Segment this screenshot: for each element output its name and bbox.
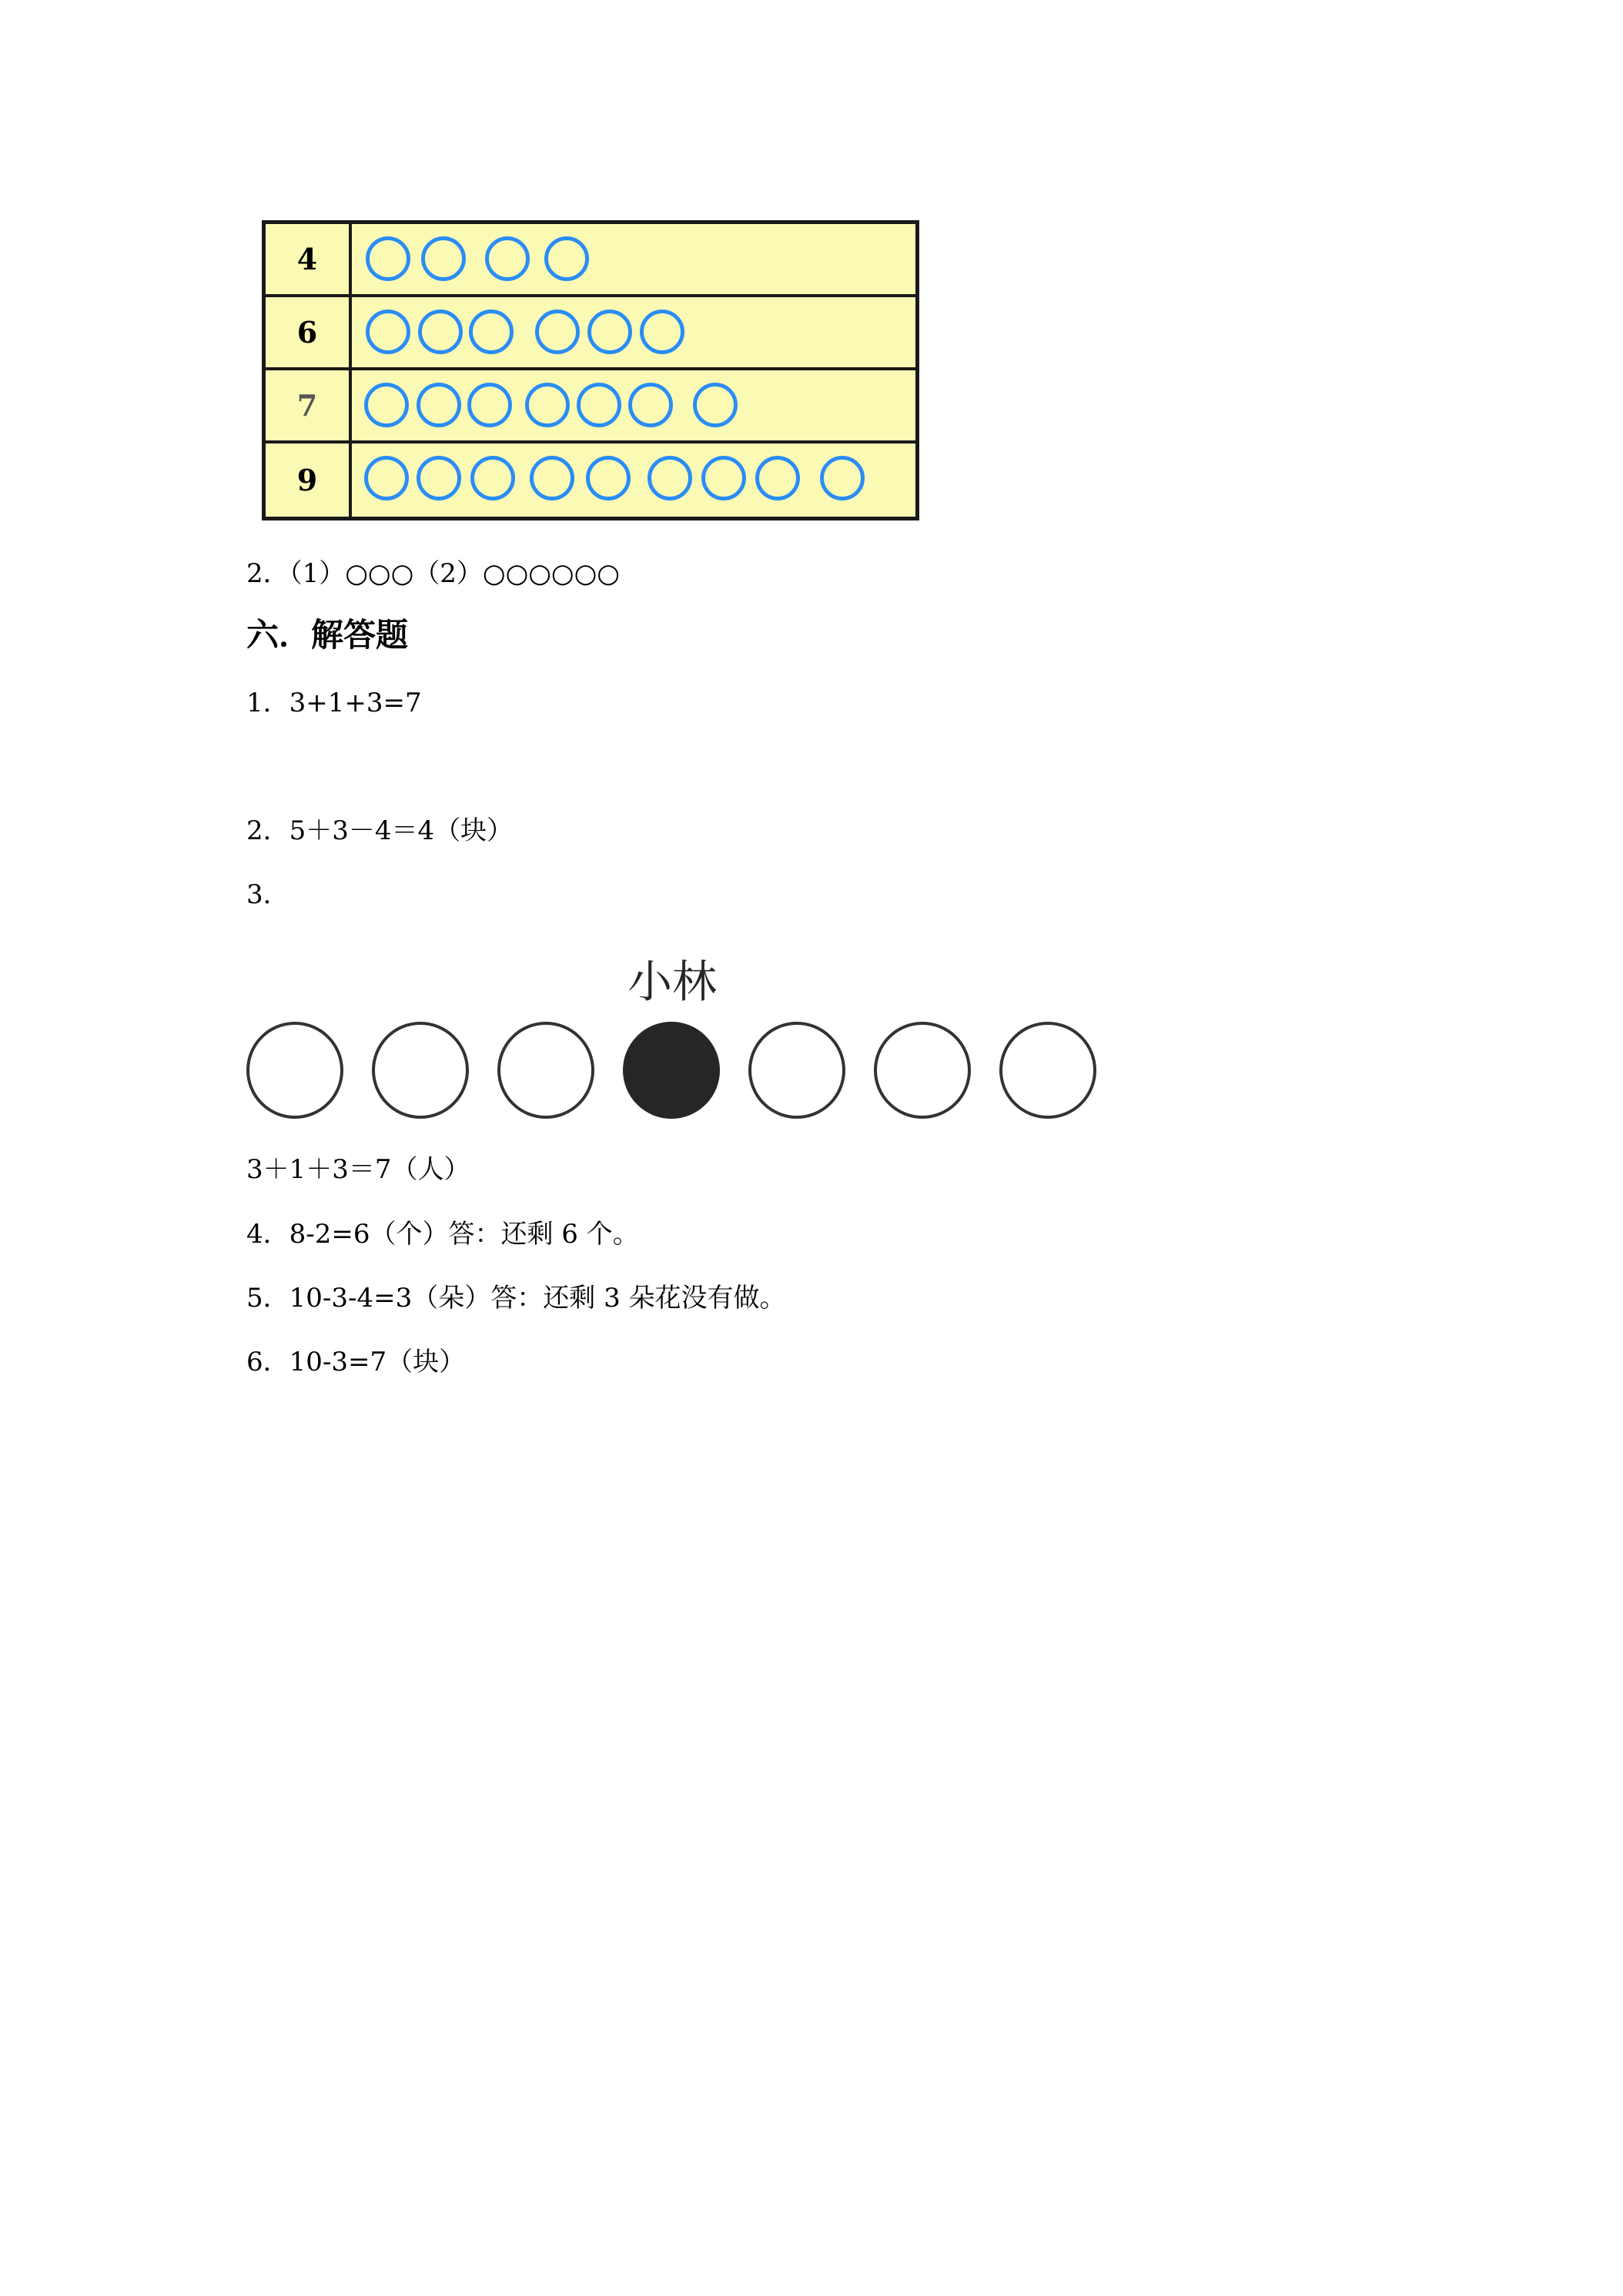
count-circle bbox=[467, 383, 512, 427]
count-circle bbox=[366, 236, 410, 281]
count-circle bbox=[535, 310, 580, 354]
answer-fill-2: 2．（1）○○○（2）○○○○○○ bbox=[246, 558, 620, 589]
count-circle bbox=[693, 383, 738, 427]
person-label: 小林 bbox=[627, 956, 718, 1008]
row-number: 6 bbox=[266, 297, 352, 367]
person-circle bbox=[999, 1022, 1096, 1119]
count-circle bbox=[648, 456, 692, 500]
count-circle bbox=[469, 310, 514, 354]
section-heading: 六．解答题 bbox=[246, 616, 409, 654]
count-circle bbox=[470, 456, 515, 500]
answer-q2: 2．5＋3－4＝4（块） bbox=[246, 815, 514, 846]
row-number: 4 bbox=[266, 224, 352, 294]
count-circle bbox=[755, 456, 800, 500]
count-circle bbox=[421, 236, 466, 281]
table-row-9 bbox=[266, 443, 915, 517]
count-circle bbox=[525, 383, 570, 427]
answer-q3: 3． bbox=[246, 879, 289, 910]
count-circle bbox=[577, 383, 621, 427]
table-row-4 bbox=[266, 224, 915, 297]
count-circle bbox=[364, 383, 409, 427]
count-circle bbox=[628, 383, 673, 427]
answer-q4: 4．8-2=6（个）答：还剩 6 个。 bbox=[246, 1219, 639, 1250]
count-circle bbox=[587, 310, 632, 354]
row-number: 7 bbox=[266, 370, 352, 440]
count-circle bbox=[820, 456, 865, 500]
count-circle bbox=[530, 456, 574, 500]
person-circle bbox=[874, 1022, 971, 1119]
table-row-7 bbox=[266, 370, 915, 443]
row-number: 9 bbox=[266, 443, 352, 517]
count-circle bbox=[418, 310, 463, 354]
counting-table bbox=[262, 220, 919, 520]
count-circle bbox=[485, 236, 530, 281]
count-circle bbox=[417, 456, 461, 500]
answer-q5: 5．10-3-4=3（朵）答：还剩 3 朵花没有做。 bbox=[246, 1283, 786, 1314]
count-circle bbox=[366, 310, 410, 354]
answer-q3-equation: 3＋1＋3＝7（人） bbox=[246, 1154, 470, 1185]
person-circle bbox=[748, 1022, 845, 1119]
count-circle bbox=[364, 456, 409, 500]
answer-q6: 6．10-3=7（块） bbox=[246, 1347, 466, 1377]
count-circle bbox=[640, 310, 684, 354]
person-circle bbox=[372, 1022, 469, 1119]
person-circle-xiaolin bbox=[623, 1022, 720, 1119]
answer-q1: 1．3+1+3=7 bbox=[246, 688, 422, 718]
count-circle bbox=[586, 456, 631, 500]
count-circle bbox=[544, 236, 589, 281]
table-row-6 bbox=[266, 297, 915, 370]
person-circle bbox=[497, 1022, 594, 1119]
count-circle bbox=[701, 456, 746, 500]
person-circle bbox=[246, 1022, 343, 1119]
count-circle bbox=[417, 383, 461, 427]
